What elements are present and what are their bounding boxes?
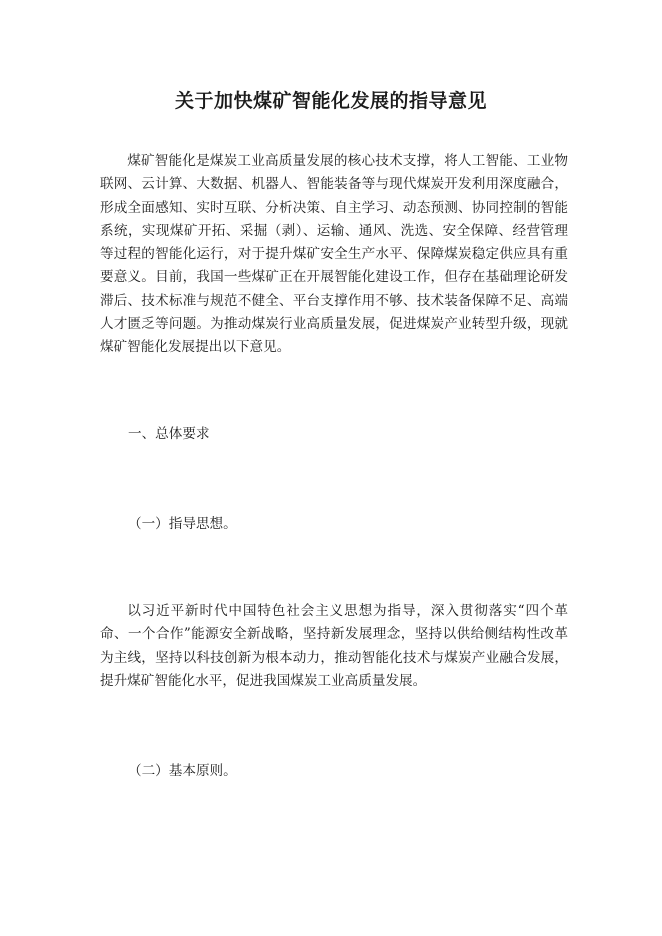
intro-paragraph: 煤矿智能化是煤炭工业高质量发展的核心技术支撑，将人工智能、工业物联网、云计算、大数据、机器人、智能装备等与现代煤炭开发利用深度融合，形成全面感知、实时互联、分析决策、自主学习、动态预测、协同控制的智能系统，实现煤矿开拓、采掘（剥）、运输、通风、洗选、安全保障、经营管理等过程的智能化运行，对于提升煤矿安全生产水平、保障煤炭稳定供应具有重要意义。目前，我国一些煤矿正在开展智能化建设工作，但存在基础理论研发滞后、技术标准与规范不健全、平台支撑作用不够、技术装备保障不足、高端人才匮乏等问题。为推动煤炭行业高质量发展，促进煤炭产业转型升级，现就煤矿智能化发展提出以下意见。 bbox=[100, 153, 568, 356]
document-title: 关于加快煤矿智能化发展的指导意见 bbox=[174, 90, 487, 112]
subsection-heading-guiding-ideology: （一）指导思想。 bbox=[128, 516, 237, 532]
guiding-ideology-paragraph: 以习近平新时代中国特色社会主义思想为指导，深入贯彻落实“四个革命、一个合作”能源安全新战略，坚持新发展理念，坚持以供给侧结构性改革为主线，坚持以科技创新为根本动力，推动智能化技术与煤炭产业融合发展，提升煤矿智能化水平，促进我国煤炭工业高质量发展。 bbox=[100, 603, 568, 689]
section-heading-overall-requirements: 一、总体要求 bbox=[128, 426, 210, 442]
subsection-heading-basic-principles: （二）基本原则。 bbox=[128, 763, 237, 779]
